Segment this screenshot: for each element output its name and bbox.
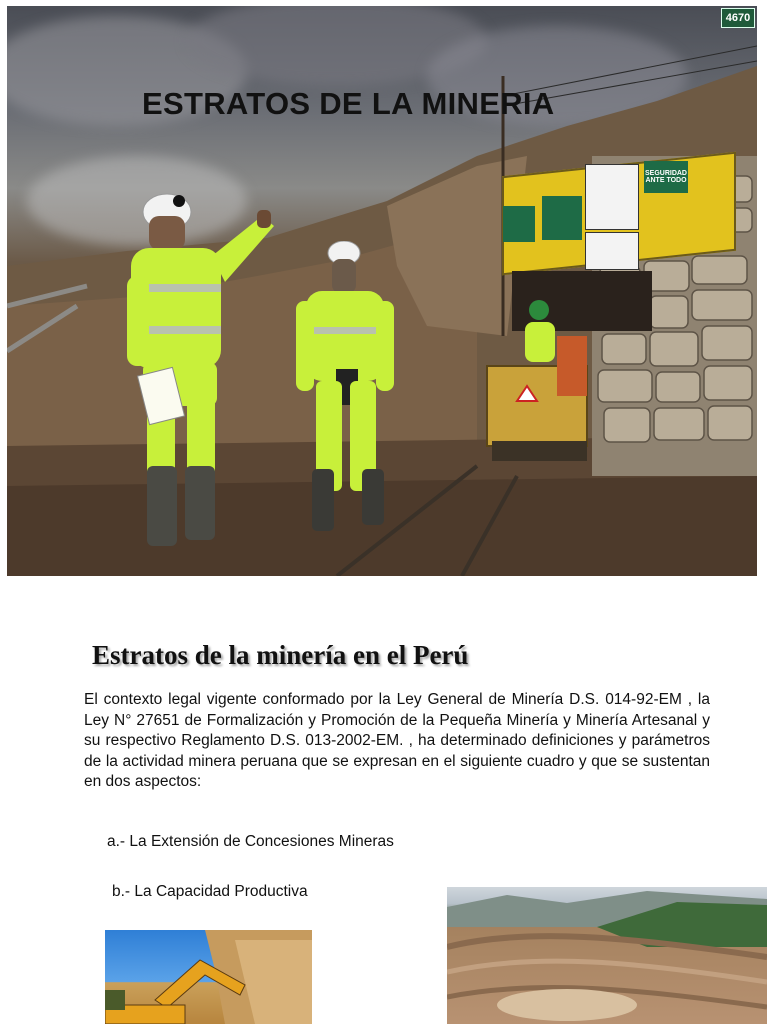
altitude-sign: 4670 [721,8,755,28]
sign-green [542,196,582,240]
loader-operator [517,296,567,376]
sign-green [503,206,535,242]
hero-photo [7,6,757,576]
intro-paragraph: El contexto legal vigente conformado por la Ley General de Minería D.S. 014-92-EM , la Ley N° 27651 de Formalización y Promoción de la Pequeña Minería y Minería Artesanal y su respectivo Reglamento D.S. 013-2002-EM. , ha determinado definiciones y parámetros de la actividad minera peruana que se expresan en el siguiente cuadro y que se sustentan en dos aspectos: [84,691,710,790]
section-heading: Estratos de la minería en el Perú [92,640,469,670]
open-pit-mine-photo [447,887,767,1024]
ppe-sign [585,164,639,230]
list-item: a.- La Extensión de Concesiones Mineras [107,833,394,850]
excavator-photo [105,930,312,1024]
hero-title: ESTRATOS DE LA MINERIA [142,86,555,121]
miner-standing [292,241,402,541]
list-item: b.- La Capacidad Productiva [112,883,308,900]
safety-first-sign: SEGURIDAD ANTE TODO [644,161,688,193]
excavator-illustration [105,930,312,1024]
open-pit-illustration [447,887,767,1024]
ppe-sign [585,232,639,270]
miner-pointing [117,186,287,556]
